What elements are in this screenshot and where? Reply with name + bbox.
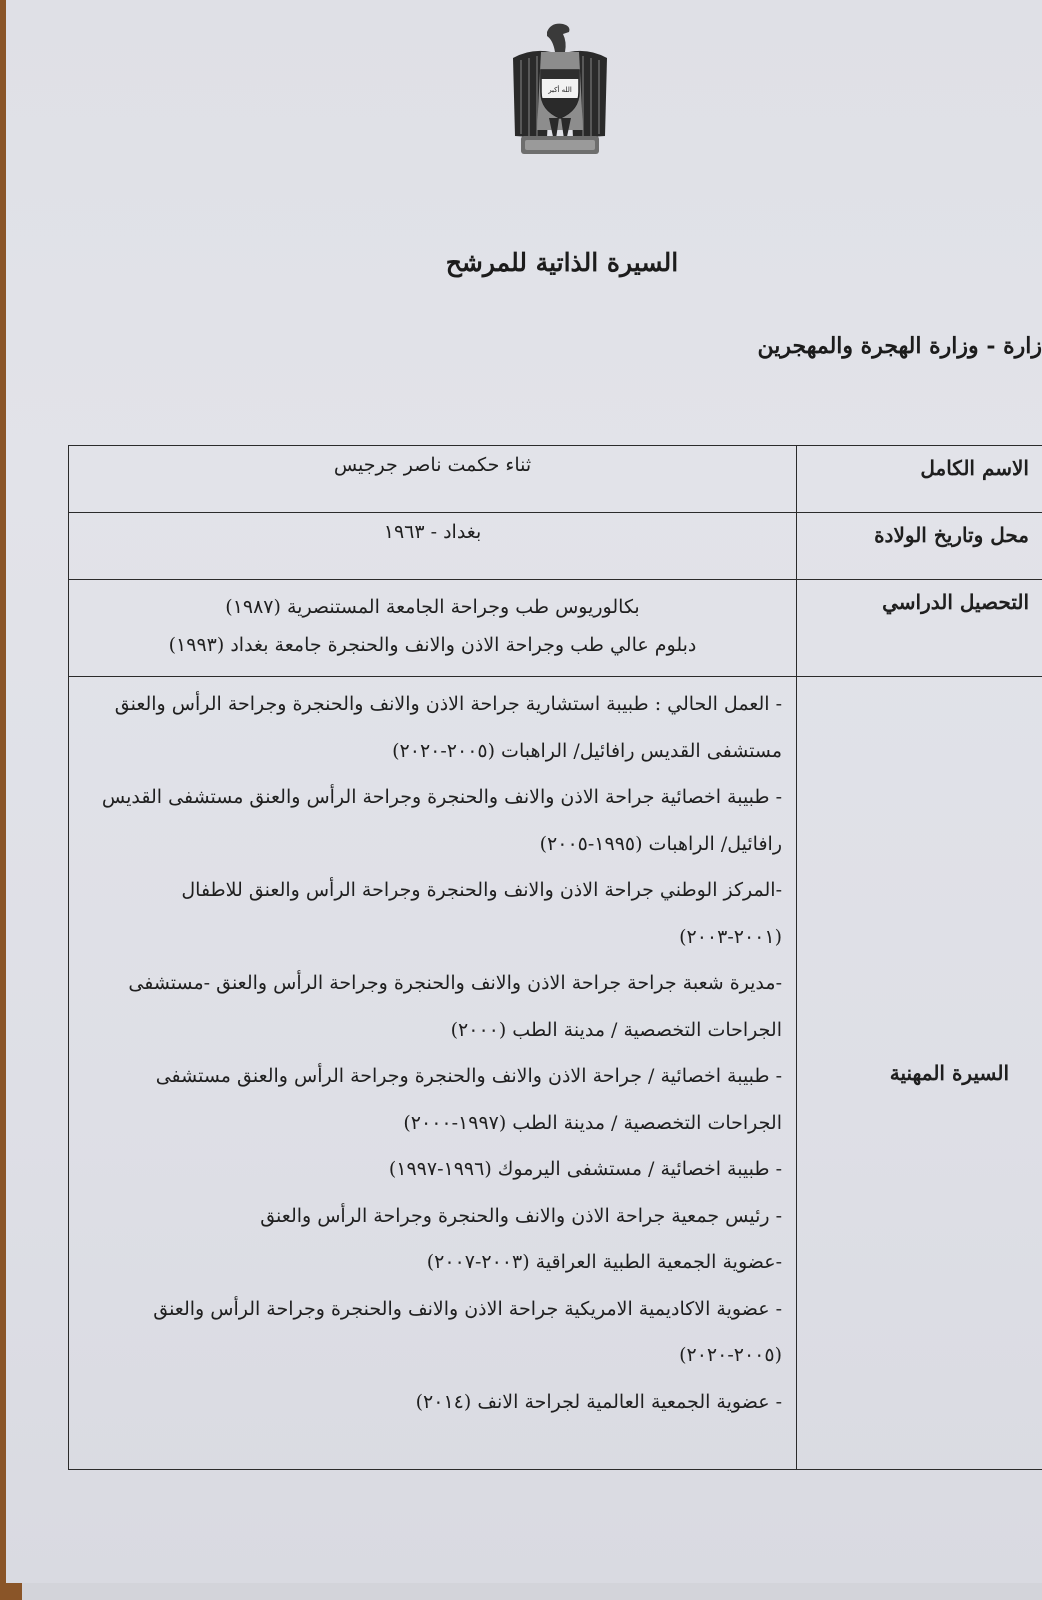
birth-value: بغداد - ١٩٦٣ [69, 513, 797, 580]
full-name-label: الاسم الكامل [797, 446, 1042, 513]
career-item: -المركز الوطني جراحة الاذن والانف والحنجرة وجراحة الرأس والعنق للاطفال (٢٠٠١-٢٠٠٣) [181, 879, 782, 948]
full-name-value: ثناء حكمت ناصر جرجيس [69, 446, 797, 513]
career-item: - رئيس جمعية جراحة الاذن والانف والحنجرة وجراحة الرأس والعنق [260, 1204, 782, 1227]
education-value [69, 580, 797, 677]
table-row-education [69, 580, 1042, 677]
education-item: دبلوم عالي طب وجراحة الاذن والانف والحنجرة جامعة بغداد (١٩٩٣) [168, 634, 697, 656]
career-item: - طبيبة اخصائية / جراحة الاذن والانف والحنجرة وجراحة الرأس والعنق مستشفى الجراحات التخصصية / مدينة الطب (١٩٩٧-٢٠٠٠) [155, 1065, 782, 1134]
career-item: -عضوية الجمعية الطبية العراقية (٢٠٠٣-٢٠٠٧) [426, 1251, 782, 1273]
table-row-full-name [69, 446, 1042, 513]
education-label: التحصيل الدراسي [797, 580, 1042, 677]
education-item: بكالوريوس طب وجراحة الجامعة المستنصرية (١٩٨٧) [225, 596, 640, 618]
career-item: -مديرة شعبة جراحة جراحة الاذن والانف والحنجرة وجراحة الرأس والعنق -مستشفى الجراحات التخصصية / مدينة الطب (٢٠٠٠) [128, 972, 782, 1041]
underlying-page-edge [22, 1583, 1042, 1600]
iraq-emblem-icon [501, 18, 619, 162]
career-item: - طبيبة اخصائية جراحة الاذن والانف والحنجرة وجراحة الرأس والعنق مستشفى القديس رافائيل/ الراهبات (١٩٩٥-٢٠٠٥) [101, 786, 782, 855]
career-item: - عضوية الجمعية العالمية لجراحة الانف (٢٠١٤) [415, 1390, 782, 1413]
ministry-line: زارة - وزارة الهجرة والمهجرين [757, 333, 1042, 359]
svg-text:الله أكبر: الله أكبر [548, 86, 572, 94]
table-row-career [69, 677, 1042, 1470]
document-page [6, 0, 1042, 1583]
career-item: - عضوية الاكاديمية الامريكية جراحة الاذن والانف والحنجرة وجراحة الرأس والعنق (٢٠٠٥-٢٠٢٠) [153, 1297, 782, 1366]
page-title: السيرة الذاتية للمرشح [445, 248, 679, 277]
cv-table [68, 445, 1042, 1470]
birth-label: محل وتاريخ الولادة [797, 513, 1042, 580]
career-label: السيرة المهنية [797, 677, 1042, 1470]
table-row-birth [69, 513, 1042, 580]
career-item: - العمل الحالي : طبيبة استشارية جراحة الاذن والانف والحنجرة وجراحة الرأس والعنق مستشفى القديس رافائيل/ الراهبات (٢٠٠٥-٢٠٢٠) [114, 693, 782, 762]
career-value [69, 677, 797, 1470]
career-item: - طبيبة اخصائية / مستشفى اليرموك (١٩٩٦-١٩٩٧) [388, 1158, 782, 1180]
